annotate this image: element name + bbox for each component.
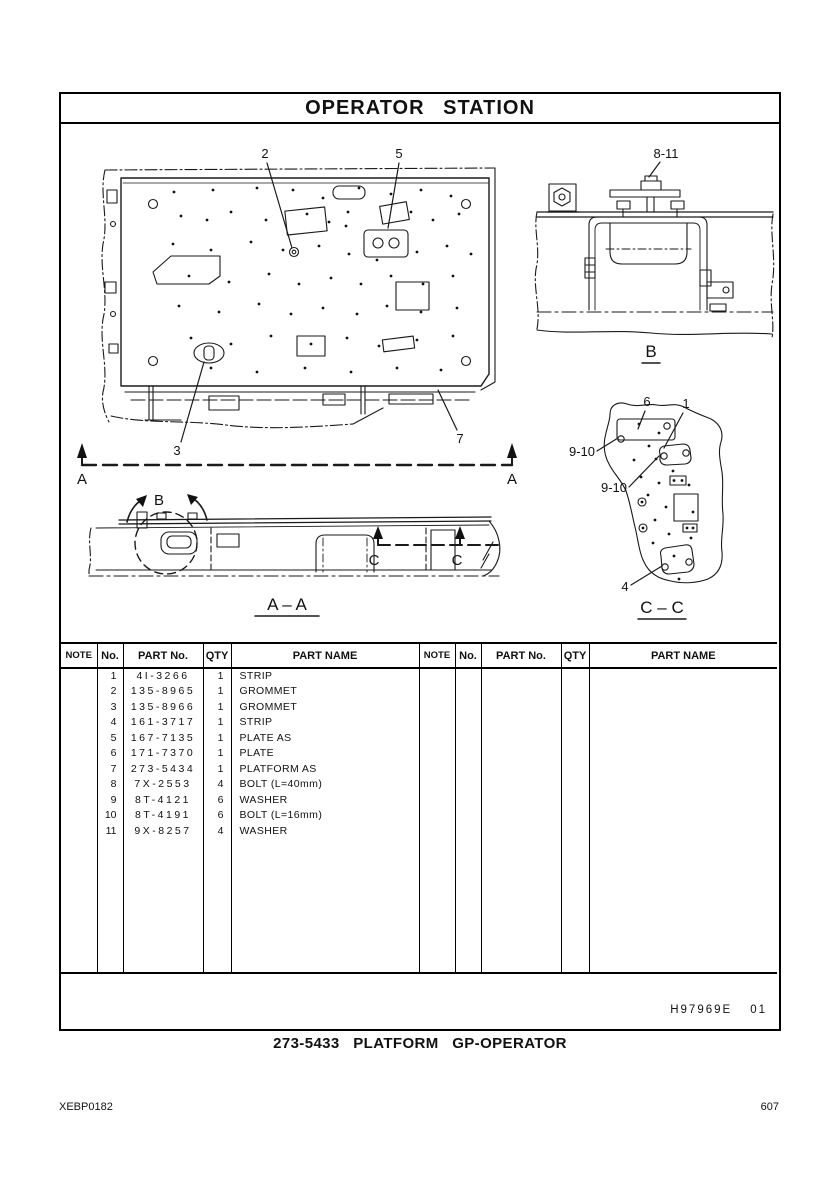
- table-cell: 1: [203, 684, 231, 700]
- hole-dot: [396, 367, 399, 370]
- table-cell: [481, 808, 561, 824]
- table-cell: 6: [97, 746, 123, 762]
- view-b: [535, 162, 773, 363]
- table-cell: [455, 746, 481, 762]
- table-cell: 273-5434: [123, 761, 203, 777]
- technical-drawing: [61, 124, 777, 644]
- table-cell: [589, 792, 777, 808]
- table-row: [61, 730, 777, 746]
- table-cell: [589, 684, 777, 700]
- hole-dot: [672, 470, 675, 473]
- view-cc-title: C – C: [640, 598, 684, 617]
- table-cell: [481, 699, 561, 715]
- table-cell: [481, 746, 561, 762]
- hole-dot: [206, 219, 209, 222]
- hole-dot: [410, 211, 413, 214]
- table-cell: [481, 777, 561, 793]
- drawing-number: H97969E: [670, 1003, 733, 1016]
- hole-dot: [688, 484, 691, 487]
- table-cell: [561, 746, 589, 762]
- table-cell: [455, 839, 481, 973]
- table-cell: 135-8965: [123, 684, 203, 700]
- table-row: [61, 792, 777, 808]
- main-plan-view: [102, 163, 495, 442]
- parts-table: [61, 644, 777, 974]
- table-cell: [561, 715, 589, 731]
- table-cell: [61, 761, 97, 777]
- hole-dot: [673, 555, 676, 558]
- hole-dot: [322, 197, 325, 200]
- table-cell: 5: [97, 730, 123, 746]
- header-no: No.: [455, 644, 481, 668]
- hole-dot: [420, 189, 423, 192]
- hole-dot: [456, 307, 459, 310]
- hole-dot: [218, 311, 221, 314]
- table-cell: [481, 668, 561, 684]
- hole-dot: [180, 215, 183, 218]
- table-cell: [561, 699, 589, 715]
- hole-dot: [452, 335, 455, 338]
- hole-dot: [256, 187, 259, 190]
- table-cell: 1: [203, 730, 231, 746]
- table-cell: 1: [203, 668, 231, 684]
- hole-dot: [282, 249, 285, 252]
- document-code: XEBP0182: [59, 1101, 113, 1113]
- table-cell: [455, 808, 481, 824]
- table-cell: [589, 761, 777, 777]
- table-cell: [61, 668, 97, 684]
- hole-dot: [446, 245, 449, 248]
- hole-dot: [386, 305, 389, 308]
- hole-dot: [230, 211, 233, 214]
- table-row: [61, 684, 777, 700]
- table-cell: 4: [203, 823, 231, 839]
- table-cell: [455, 823, 481, 839]
- table-cell: [481, 761, 561, 777]
- table-cell: [419, 839, 455, 973]
- table-cell: [61, 792, 97, 808]
- hole-dot: [668, 533, 671, 536]
- hole-dot: [356, 313, 359, 316]
- table-cell: [589, 839, 777, 973]
- table-row: [61, 699, 777, 715]
- table-cell: [419, 777, 455, 793]
- callout-3-label: 3: [173, 443, 181, 458]
- header-part-name: PART NAME: [589, 644, 777, 668]
- table-cell: [419, 761, 455, 777]
- table-cell: [455, 792, 481, 808]
- figure-caption: 273-5433 PLATFORM GP-OPERATOR: [273, 1035, 567, 1052]
- table-cell: 3: [97, 699, 123, 715]
- table-cell: [455, 777, 481, 793]
- table-cell: [231, 839, 419, 973]
- view-b-title: B: [645, 342, 657, 361]
- hole-dot: [360, 283, 363, 286]
- callout-8-11-label: 8-11: [653, 146, 679, 161]
- table-cell: 9X-8257: [123, 823, 203, 839]
- table-cell: [481, 839, 561, 973]
- hole-dot: [416, 251, 419, 254]
- table-row: [61, 777, 777, 793]
- table-cell: 8: [97, 777, 123, 793]
- hole-dot: [178, 305, 181, 308]
- table-cell: GROMMET: [231, 684, 419, 700]
- table-cell: [61, 777, 97, 793]
- table-cell: 7X-2553: [123, 777, 203, 793]
- hole-dot: [432, 219, 435, 222]
- table-cell: 10: [97, 808, 123, 824]
- table-cell: PLATFORM AS: [231, 761, 419, 777]
- hole-dot: [318, 245, 321, 248]
- table-header-row: [61, 644, 777, 668]
- table-cell: [561, 823, 589, 839]
- section-a-right-label: A: [506, 471, 518, 488]
- table-cell: STRIP: [231, 668, 419, 684]
- table-cell: [589, 715, 777, 731]
- table-cell: [589, 777, 777, 793]
- table-cell: [97, 839, 123, 973]
- hole-dot: [458, 213, 461, 216]
- table-cell: 2: [97, 684, 123, 700]
- hole-dot: [190, 337, 193, 340]
- table-cell: [561, 808, 589, 824]
- diagram-area: [61, 124, 777, 644]
- table-cell: [61, 808, 97, 824]
- section-c-left-label: C: [368, 552, 380, 569]
- table-cell: [419, 730, 455, 746]
- drawing-revision: 01: [750, 1003, 767, 1016]
- header-qty: QTY: [561, 644, 589, 668]
- table-cell: 1: [203, 761, 231, 777]
- hole-dot: [256, 371, 259, 374]
- hole-dot: [376, 259, 379, 262]
- bottom-band: [61, 974, 779, 1023]
- hole-dot: [310, 343, 313, 346]
- table-cell: [61, 730, 97, 746]
- hole-dot: [440, 369, 443, 372]
- table-cell: [123, 839, 203, 973]
- header-part-no: PART No.: [123, 644, 203, 668]
- table-cell: PLATE: [231, 746, 419, 762]
- table-row: [61, 746, 777, 762]
- hole-dot: [652, 542, 655, 545]
- hole-dot: [268, 273, 271, 276]
- table-cell: [419, 792, 455, 808]
- table-cell: [419, 684, 455, 700]
- callout-4-label: 4: [621, 579, 629, 594]
- hole-dot: [230, 343, 233, 346]
- table-cell: 171-7370: [123, 746, 203, 762]
- table-cell: [203, 839, 231, 973]
- table-cell: STRIP: [231, 715, 419, 731]
- hole-dot: [348, 253, 351, 256]
- table-cell: [455, 684, 481, 700]
- title-bar: [61, 94, 779, 124]
- hole-dot: [306, 213, 309, 216]
- table-cell: [61, 823, 97, 839]
- table-cell: 4: [203, 777, 231, 793]
- table-cell: [419, 715, 455, 731]
- hole-dot: [298, 283, 301, 286]
- hole-dot: [292, 189, 295, 192]
- hole-dot: [470, 253, 473, 256]
- hole-dot: [378, 345, 381, 348]
- header-no: No.: [97, 644, 123, 668]
- table-cell: [561, 761, 589, 777]
- hole-dot: [450, 195, 453, 198]
- callout-9-10-b-label: 9-10: [600, 480, 628, 495]
- table-cell: 7: [97, 761, 123, 777]
- hole-dot: [647, 494, 650, 497]
- hole-dot: [452, 275, 455, 278]
- table-cell: [561, 668, 589, 684]
- table-cell: [589, 808, 777, 824]
- table-cell: [61, 684, 97, 700]
- table-cell: [561, 777, 589, 793]
- header-note: NOTE: [419, 644, 455, 668]
- header-part-no: PART No.: [481, 644, 561, 668]
- table-cell: WASHER: [231, 823, 419, 839]
- table-cell: [61, 715, 97, 731]
- table-cell: WASHER: [231, 792, 419, 808]
- table-cell: 6: [203, 792, 231, 808]
- table-cell: [419, 746, 455, 762]
- table-cell: [561, 839, 589, 973]
- table-cell: [589, 699, 777, 715]
- hole-dot: [173, 191, 176, 194]
- table-cell: 4I-3266: [123, 668, 203, 684]
- table-cell: [61, 746, 97, 762]
- view-aa-title: A – A: [267, 595, 307, 614]
- table-cell: 6: [203, 808, 231, 824]
- table-cell: [481, 823, 561, 839]
- hole-dot: [390, 193, 393, 196]
- hole-dot: [678, 578, 681, 581]
- hole-pattern: [172, 187, 473, 374]
- table-cell: 135-8966: [123, 699, 203, 715]
- hole-dot: [265, 219, 268, 222]
- table-cell: [561, 792, 589, 808]
- detail-b-label: B: [153, 492, 165, 509]
- table-row: [61, 808, 777, 824]
- hole-dot: [692, 511, 695, 514]
- callout-2-label: 2: [261, 146, 269, 161]
- hole-dot: [347, 211, 350, 214]
- table-row: [61, 823, 777, 839]
- hole-dot: [648, 445, 651, 448]
- callout-7-label: 7: [456, 431, 464, 446]
- table-cell: 9: [97, 792, 123, 808]
- table-cell: [481, 715, 561, 731]
- page-number: 607: [760, 1101, 779, 1113]
- hole-dot: [258, 303, 261, 306]
- hole-dot: [690, 537, 693, 540]
- table-cell: [481, 684, 561, 700]
- table-cell: 11: [97, 823, 123, 839]
- hole-dot: [322, 307, 325, 310]
- hole-dot: [422, 283, 425, 286]
- table-cell: GROMMET: [231, 699, 419, 715]
- header-note: NOTE: [61, 644, 97, 668]
- callout-1-label: 1: [682, 396, 690, 411]
- table-cell: [589, 746, 777, 762]
- hole-dot: [330, 277, 333, 280]
- hole-dot: [270, 335, 273, 338]
- section-line-a: [77, 443, 517, 465]
- parts-table-body: [61, 668, 777, 973]
- table-cell: [455, 668, 481, 684]
- table-row: [61, 761, 777, 777]
- table-cell: 161-3717: [123, 715, 203, 731]
- hole-dot: [188, 275, 191, 278]
- hole-dot: [172, 243, 175, 246]
- table-cell: PLATE AS: [231, 730, 419, 746]
- table-row: [61, 668, 777, 684]
- table-cell: [481, 792, 561, 808]
- table-cell: 4: [97, 715, 123, 731]
- table-cell: 1: [203, 699, 231, 715]
- table-cell: [455, 699, 481, 715]
- table-cell: [481, 730, 561, 746]
- hole-dot: [390, 275, 393, 278]
- table-cell: [419, 823, 455, 839]
- hole-dot: [654, 519, 657, 522]
- table-cell: [561, 684, 589, 700]
- header-qty: QTY: [203, 644, 231, 668]
- hole-dot: [633, 459, 636, 462]
- hole-dot: [304, 367, 307, 370]
- drawing-code: [670, 1004, 767, 1016]
- table-cell: 167-7135: [123, 730, 203, 746]
- hole-dot: [250, 241, 253, 244]
- hole-dot: [290, 313, 293, 316]
- hole-dot: [328, 221, 331, 224]
- table-cell: [589, 730, 777, 746]
- hole-dot: [228, 281, 231, 284]
- table-cell: 8T-4191: [123, 808, 203, 824]
- table-cell: BOLT (L=16mm): [231, 808, 419, 824]
- table-cell: [589, 668, 777, 684]
- section-a-left-label: A: [76, 471, 88, 488]
- hole-dot: [350, 371, 353, 374]
- page-frame: [59, 92, 781, 1031]
- table-cell: 8T-4121: [123, 792, 203, 808]
- table-cell: [61, 699, 97, 715]
- callout-9-10-a-label: 9-10: [568, 444, 596, 459]
- table-cell: [561, 730, 589, 746]
- view-cc: [597, 403, 723, 619]
- table-cell: [419, 808, 455, 824]
- header-part-name: PART NAME: [231, 644, 419, 668]
- table-cell: [419, 668, 455, 684]
- hole-dot: [658, 432, 661, 435]
- hole-dot: [212, 189, 215, 192]
- table-filler-row: [61, 839, 777, 973]
- page-title: OPERATOR STATION: [305, 96, 535, 119]
- hole-dot: [416, 339, 419, 342]
- hole-dot: [665, 506, 668, 509]
- hole-dot: [658, 482, 661, 485]
- hole-dot: [358, 187, 361, 190]
- table-cell: [419, 699, 455, 715]
- section-c-right-label: C: [451, 552, 463, 569]
- callout-5-label: 5: [395, 146, 403, 161]
- table-cell: [589, 823, 777, 839]
- hole-dot: [210, 367, 213, 370]
- hole-dot: [346, 337, 349, 340]
- hole-dot: [345, 225, 348, 228]
- callout-6-label: 6: [643, 394, 651, 409]
- hole-dot: [210, 249, 213, 252]
- table-row: [61, 715, 777, 731]
- table-cell: 1: [203, 746, 231, 762]
- table-cell: [455, 715, 481, 731]
- table-cell: [455, 761, 481, 777]
- table-cell: 1: [97, 668, 123, 684]
- table-cell: BOLT (L=40mm): [231, 777, 419, 793]
- table-cell: [61, 839, 97, 973]
- table-cell: [455, 730, 481, 746]
- table-cell: 1: [203, 715, 231, 731]
- hole-dot: [420, 311, 423, 314]
